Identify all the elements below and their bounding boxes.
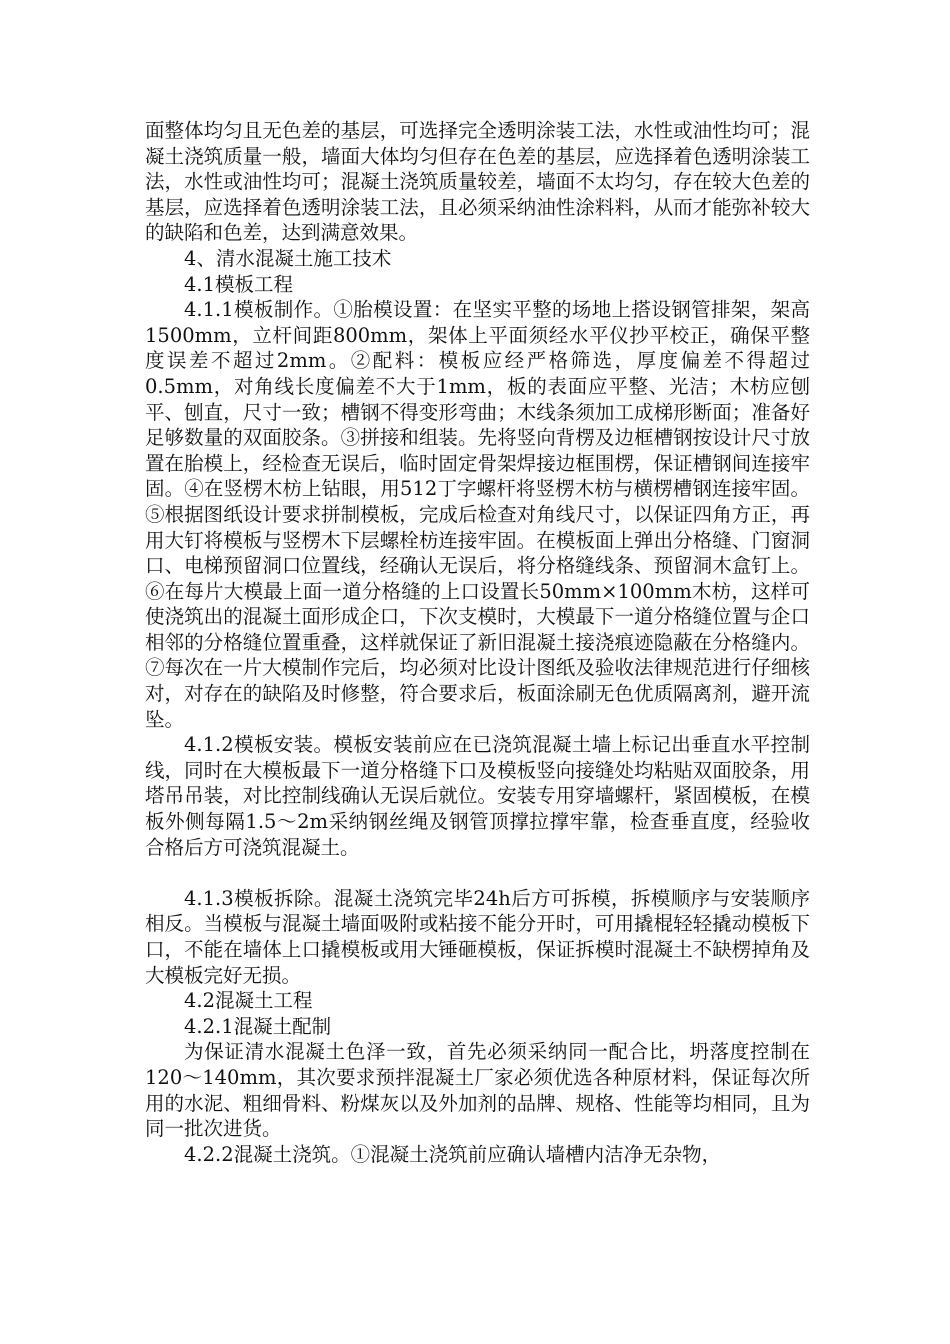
section-heading-4-2: 4.2混凝土工程 bbox=[184, 989, 313, 1013]
paragraph-4-2-2: 4.2.2混凝土浇筑。①混凝土浇筑前应确认墙槽内洁净无杂物， bbox=[184, 1142, 722, 1166]
section-heading-4-1: 4.1模板工程 bbox=[184, 272, 294, 296]
document-body bbox=[145, 118, 810, 1167]
paragraph-4-2-1-body: 为保证清水混凝土色泽一致，首先必须采纳同一配合比，坍落度控制在120～140mm，其次要求预拌混凝土厂家必须优选各种原材料，保证每次所用的水泥、粗细骨料、粉煤灰以及外加剂的品牌、规格、性能等均相同，且为同一批次进货。 bbox=[145, 1040, 810, 1141]
paragraph-4-1-1: 4.1.1模板制作。①胎模设置：在坚实平整的场地上搭设钢管排架，架高1500mm，立杆间距800mm，架体上平面须经水平仪抄平校正，确保平整度误差不超过2mm。②配料：模板应经严格筛选，厚度偏差不得超过0.5mm，对角线长度偏差不大于1mm，板的表面应平整、光洁；木枋应刨平、刨直，尺寸一致；槽钢不得变形弯曲；木线条须加工成梯形断面；准备好足够数量的双面胶条。③拼接和组装。先将竖向背楞及边框槽钢按设计尺寸放置在胎模上，经检查无误后，临时固定骨架焊接边框围楞，保证槽钢间连接牢固。④在竖楞木枋上钻眼，用512丁字螺杆将竖楞木枋与横楞槽钢连接牢固。⑤根据图纸设计要求拼制模板，完成后检查对角线尺寸，以保证四角方正，再用大钉将模板与竖楞木下层螺栓枋连接牢固。在模板面上弹出分格缝、门窗洞口、电梯预留洞口位置线，经确认无误后，将分格缝线条、预留洞木盒钉上。⑥在每片大模最上面一道分格缝的上口设置长50mm×100mm木枋，这样可使浇筑出的混凝土面形成企口，下次支模时，大模最下一道分格缝位置与企口相邻的分格缝位置重叠，这样就保证了新旧混凝土接浇痕迹隐蔽在分格缝内。⑦每次在一片大模制作完后，均必须对比设计图纸及验收法律规范进行仔细核对，对存在的缺陷及时修整，符合要求后，板面涂刷无色优质隔离剂，避开流坠。 bbox=[145, 298, 810, 731]
paragraph-gap bbox=[145, 860, 810, 886]
paragraph-4-1-2: 4.1.2模板安装。模板安装前应在已浇筑混凝土墙上标记出垂直水平控制线，同时在大模板最下一道分格缝下口及模板竖向接缝处均粘贴双面胶条，用塔吊吊装，对比控制线确认无误后就位。安装专用穿墙螺杆，紧固模板，在模板外侧每隔1.5～2m采纳钢丝绳及钢管顶撑拉撑牢靠，检查垂直度，经验收合格后方可浇筑混凝土。 bbox=[145, 733, 810, 859]
section-heading-4: 4、清水混凝土施工技术 bbox=[184, 246, 392, 270]
paragraph-4-1-3: 4.1.3模板拆除。混凝土浇筑完毕24h后方可拆模，拆模顺序与安装顺序相反。当模板与混凝土墙面吸附或粘接不能分开时，可用撬棍轻轻撬动模板下口，不能在墙体上口撬模板或用大锤砸模板，保证拆模时混凝土不缺楞掉角及大模板完好无损。 bbox=[145, 886, 810, 987]
paragraph-1: 面整体均匀且无色差的基层，可选择完全透明涂装工法，水性或油性均可；混凝土浇筑质量一般，墙面大体均匀但存在色差的基层，应选择着色透明涂装工法，水性或油性均可；混凝土浇筑质量较差，墙面不太均匀，存在较大色差的基层，应选择着色透明涂装工法，且必须采纳油性涂料料，从而才能弥补较大的缺陷和色差，达到满意效果。 bbox=[145, 119, 810, 245]
section-heading-4-2-1: 4.2.1混凝土配制 bbox=[184, 1014, 332, 1038]
